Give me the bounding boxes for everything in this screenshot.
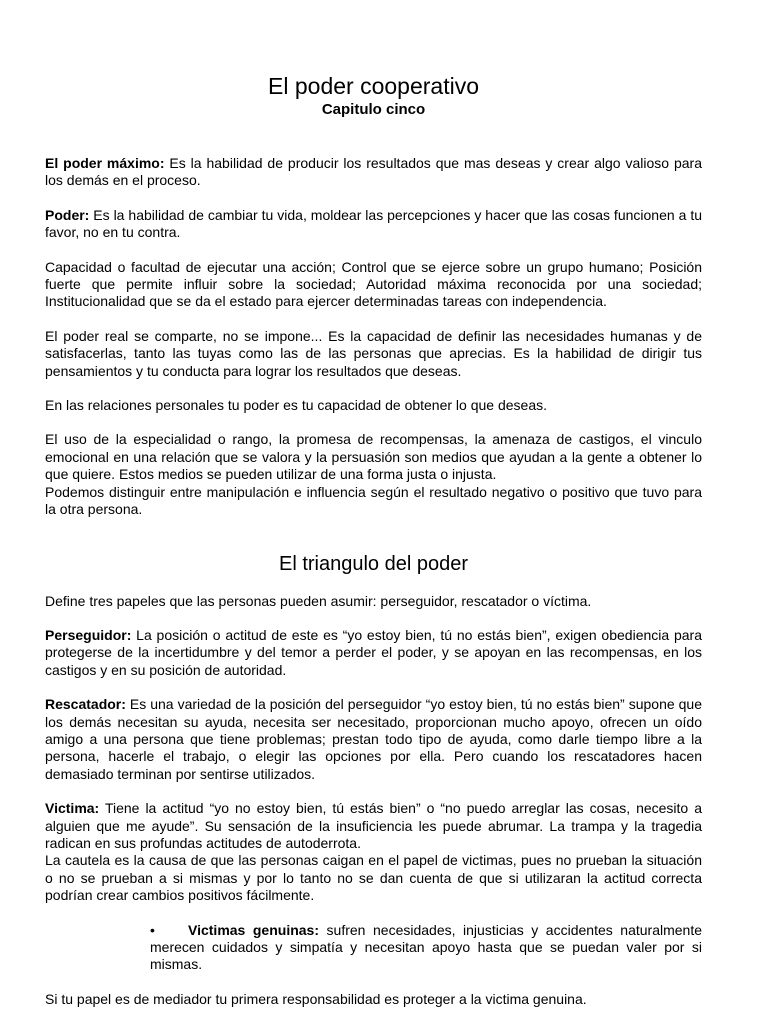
term-rescatador: Rescatador: [45,696,126,713]
term-perseguidor: Perseguidor: [45,626,132,643]
paragraph-victima [45,800,702,852]
paragraph-poder-real: El poder real se comparte, no se impone... Es la capacidad de definir las necesidades humanas y de satisfacerlas, tanto las tuyas como las de las personas que aprecias. Es la habilidad de dirigir tus pensamientos y tu conducta para lograr los resultados que deseas. [45,327,702,379]
definition-poder: Es la habilidad de cambiar tu vida, moldear las percepciones y hacer que las cosas funcionen a tu favor, no en tu contra. [45,206,702,241]
definition-perseguidor: La posición o actitud de este es “yo estoy bien, tú no estás bien”, exigen obediencia para protegerse de la incertidumbre y del temor a perder el poder, y se apoyan en las recompensas, en los castigos y en su posición de autoridad. [45,626,702,678]
paragraph-medios: El uso de la especialidad o rango, la promesa de recompensas, la amenaza de castigos, el vinculo emocional en una relación que se valora y la persuasión son medios que ayudan a la gente a obtener lo que quiere. Estos medios se pueden utilizar de una forma justa o injusta. [45,431,702,483]
definition-victimas-genuinas: sufren necesidades, injusticias y accidentes naturalmente merecen cuidados y simpatía y necesitan apoyo hasta que se puedan valer por si mismas. [150,921,702,973]
term-poder-maximo: El poder máximo: [45,155,165,171]
paragraph-manipulacion: Podemos distinguir entre manipulación e influencia según el resultado negativo o positivo que tuvo para la otra persona. [45,483,702,518]
paragraph-relaciones: En las relaciones personales tu poder es tu capacidad de obtener lo que deseas. [45,397,548,414]
definition-poder-maximo: Es la habilidad de producir los resultados que mas deseas y crear algo valioso para los demás en el proceso. [45,155,703,189]
paragraph-poder-maximo [45,155,702,190]
section-title-triangulo: El triangulo del poder [278,552,468,575]
definition-victima: Tiene la actitud “yo no estoy bien, tú estás bien” o “no puedo arreglar las cosas, necesito a alguien que me ayude”. Su sensación de la insuficiencia les puede abrumar. La trampa y la tragedia radican en sus profundas actitudes de autoderrota. [45,800,702,851]
paragraph-tres-papeles: Define tres papeles que las personas pueden asumir: perseguidor, rescatador o víctima. [45,592,592,609]
document-title: El poder cooperativo [268,73,479,99]
term-victimas-genuinas: Victimas genuinas: [188,921,319,938]
term-victima: Victima: [45,800,100,817]
paragraph-mediador: Si tu papel es de mediador tu primera responsabilidad es proteger a la victima genuina. [45,990,587,1007]
bullet-dot-icon: • [150,921,155,938]
paragraph-perseguidor [45,627,702,679]
paragraph-rescatador [45,696,702,783]
bullet-victimas-genuinas [150,922,702,974]
document-content [45,72,702,1008]
bullet-list [150,922,702,974]
paragraph-capacidad: Capacidad o facultad de ejecutar una acción; Control que se ejerce sobre un grupo humano; Posición fuerte que permite influir sobre la sociedad; Autoridad máxima reconocida por una sociedad; Institucionalidad que se da el estado para ejercer determinadas tareas con independencia. [45,258,702,310]
paragraph-cautela: La cautela es la causa de que las personas caigan en el papel de victimas, pues no prueban la situación o no se prueban a si mismas y por lo tanto no se dan cuenta de que si utilizaran la actitud correcta podrían crear cambios positivos fácilmente. [45,852,702,904]
chapter-subtitle: Capitulo cinco [321,101,426,118]
term-poder: Poder: [45,206,90,223]
paragraph-poder [45,207,702,242]
definition-rescatador: Es una variedad de la posición del perseguidor “yo estoy bien, tú no estás bien” supone que los demás necesitan su ayuda, necesita ser necesitado, proporcionan mucho apoyo, ofrecen un oído amigo a una persona que tiene problemas; prestan todo tipo de ayuda, como darle tiempo libre a la persona, hacerle el trabajo, o elegir las opciones por ella. Pero cuando los rescatadores hacen demasiado terminan por sentirse utilizados. [45,696,702,782]
